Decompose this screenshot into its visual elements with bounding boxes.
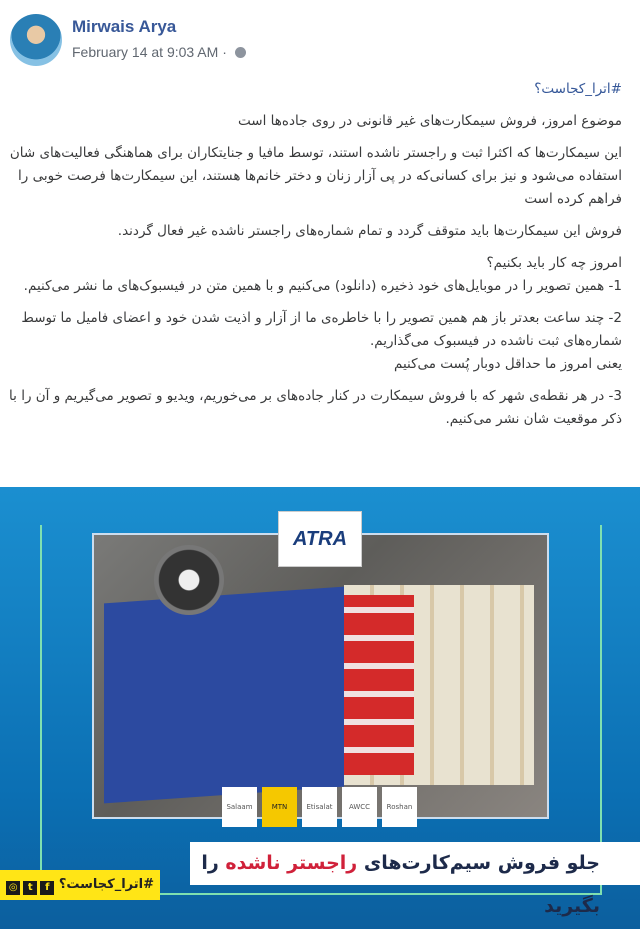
instagram-icon: ◎ [6,881,20,895]
paragraph: این سیمکارت‌ها که اکثرا ثبت و راجستر ناشده استند، توسط مافیا و جنایتکاران برای هماهنگی فعالیت‌های شان استفاده می‌شود و نیز برای کسانی‌که در پی آزار زنان و دختر خانم‌ها هستند، این سیمکارت‌ها فرصت خوبی را فراهم کرده است [9,145,622,207]
paragraph: امروز چه کار باید بکنیم؟ [486,255,622,271]
image-banner [190,842,640,917]
banner-highlight: راجستر ناشده [225,852,358,874]
operator-logo: AWCC [342,787,377,827]
operator-logo: MTN [262,787,297,827]
sim-card-photo [92,533,549,819]
paragraph: فروش این سیمکارت‌ها باید متوقف گردد و تمام شماره‌های راجستر ناشده غیر فعال گردند. [117,223,622,239]
hashtag-link[interactable]: #اترا_کجاست؟ [534,81,622,97]
twitter-icon: t [23,881,37,895]
banner-text: را بگیرید [201,852,600,917]
post-text [8,78,622,440]
paragraph: 2- چند ساعت بعدتر باز هم همین تصویر را با خاطره‌ی ما از آزار و اذیت شدن خود و اعضای فامیل ما توسط شماره‌های ثبت ناشده در فیسبوک می‌گذاریم. [21,310,622,349]
avatar[interactable] [10,14,62,66]
post-date-text[interactable]: February 14 at 9:03 AM [72,44,219,60]
globe-icon [235,47,246,58]
atra-logo: ATRA [278,511,362,567]
paragraph: یعنی امروز ما حداقل دوبار پُست می‌کنیم [393,356,622,372]
red-sim-packs [344,595,414,775]
operator-logo: Roshan [382,787,417,827]
operator-logo: Salaam [222,787,257,827]
operator-logos [222,787,417,827]
operator-logo: Etisalat [302,787,337,827]
post-image[interactable] [0,487,640,929]
paragraph: موضوع امروز، فروش سیمکارت‌های غیر قانونی در روی جاده‌ها است [238,113,622,129]
author-name[interactable]: Mirwais Arya [72,17,177,36]
hashtag-tag [0,870,160,900]
blue-tarp [104,587,344,804]
tag-text: #اترا_کجاست؟ [58,877,154,892]
paragraph: 1- همین تصویر را در موبایل‌های خود ذخیره (دانلود) می‌کنیم و با همین متن در فیسبوک‌های ما نشر می‌کنیم. [23,278,622,294]
megaphone-icon [154,545,224,615]
facebook-icon: f [40,881,54,895]
banner-text: جلو فروش سیم‌کارت‌های [357,852,600,874]
paragraph: 3- در هر نقطه‌ی شهر که با فروش سیمکارت در کنار جاده‌های بر می‌خوریم، ویدیو و تصویر می‌گیریم و آن را با ذکر موقعیت شان نشر می‌کنیم. [9,388,622,427]
post-date[interactable]: February 14 at 9:03 AM · [72,44,246,60]
